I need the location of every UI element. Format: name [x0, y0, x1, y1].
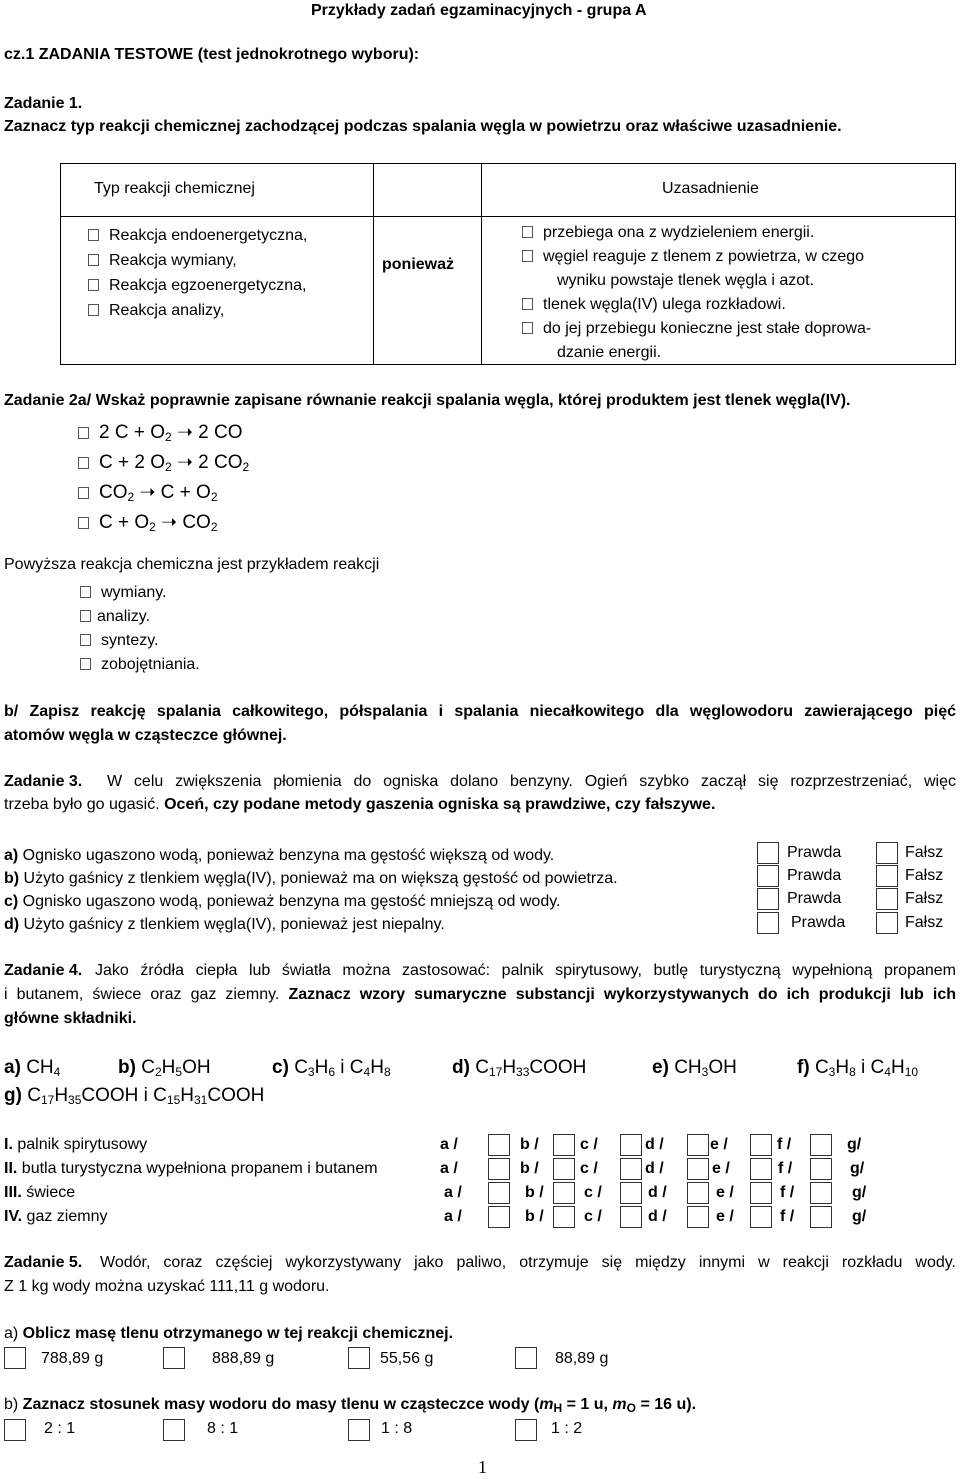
choice-label: e /	[716, 1184, 734, 1201]
reason-option[interactable]: przebiega ona z wydzieleniem energii.	[522, 221, 871, 245]
task4-label: Zadanie 4.	[4, 962, 83, 979]
arrow-icon: ➝	[161, 512, 178, 533]
ratio-option: 2 : 1	[44, 1420, 76, 1437]
checkbox-icon[interactable]	[522, 226, 533, 238]
task5a-prompt: a) Oblicz masę tlenu otrzymanego w tej reakcji chemicznej.	[4, 1325, 454, 1342]
statement-item: b) Użyto gaśnicy z tlenkiem węgla(IV), ponieważ ma on większą gęstość od powietrza.	[4, 870, 618, 887]
reaction-kind-option[interactable]: syntezy.	[80, 629, 200, 653]
ratio-option: 1 : 2	[551, 1420, 583, 1437]
false-checkbox[interactable]	[876, 842, 898, 864]
checkbox-icon[interactable]	[88, 304, 99, 316]
reaction-type-list	[88, 223, 307, 323]
checkbox-icon[interactable]	[522, 322, 533, 334]
part-heading: cz.1 ZADANIA TESTOWE (test jednokrotnego wyboru):	[4, 46, 420, 63]
ratio-option: 8 : 1	[207, 1420, 239, 1437]
answer-checkbox[interactable]	[515, 1419, 537, 1441]
true-checkbox[interactable]	[757, 888, 779, 910]
choice-checkbox[interactable]	[553, 1182, 575, 1204]
task4-line1: Jako źródła ciepła lub światła można zastosować: palnik spirytusowy, butlę turystyczną wypełnioną propanem	[95, 962, 956, 979]
choice-checkbox[interactable]	[750, 1182, 772, 1204]
reaction-kind-option[interactable]: analizy.	[80, 605, 200, 629]
choice-checkbox[interactable]	[620, 1206, 642, 1228]
choice-label: g/	[847, 1136, 862, 1153]
statement-item: a) Ognisko ugaszono wodą, ponieważ benzyna ma gęstość większą od wody.	[4, 847, 555, 864]
choice-label: b /	[520, 1160, 539, 1177]
arrow-icon: ➝	[176, 452, 193, 473]
reaction-kind-option[interactable]: zobojętniania.	[80, 653, 200, 677]
answer-checkbox[interactable]	[4, 1419, 26, 1441]
checkbox-icon[interactable]	[78, 457, 89, 469]
choice-label: e /	[710, 1136, 728, 1153]
checkbox-icon[interactable]	[78, 487, 89, 499]
task2a-prompt: Zadanie 2a/ Wskaż poprawnie zapisane równanie reakcji spalania węgla, której produktem jest tlenek węgla(IV).	[4, 392, 851, 409]
choice-checkbox[interactable]	[553, 1158, 575, 1180]
answer-checkbox[interactable]	[4, 1347, 26, 1369]
choice-label: a /	[440, 1136, 458, 1153]
choice-label: f /	[780, 1184, 795, 1201]
reason-list	[522, 221, 871, 365]
mass-option: 888,89 g	[212, 1350, 275, 1367]
choice-checkbox[interactable]	[810, 1158, 832, 1180]
choice-label: d /	[648, 1208, 667, 1225]
formula-e: e) $CH_3OH$	[652, 1057, 737, 1079]
task3-line1: W celu zwiększenia płomienia do ogniska dolano benzyny. Ogień szybko zaczął się rozprzestrzeniać, więc	[107, 773, 956, 790]
choice-label: b /	[525, 1184, 544, 1201]
task3-items	[4, 844, 618, 936]
choice-label: c /	[584, 1184, 602, 1201]
choice-label: d /	[645, 1136, 664, 1153]
checkbox-icon[interactable]	[80, 634, 91, 646]
false-checkbox[interactable]	[876, 865, 898, 887]
equation-list	[78, 418, 249, 538]
false-label: Fałsz	[905, 890, 944, 907]
ratio-option: 1 : 8	[381, 1420, 413, 1437]
reaction-kind-list	[80, 581, 200, 677]
false-label: Fałsz	[905, 867, 944, 884]
arrow-icon: ➝	[139, 482, 156, 503]
choice-label: b /	[520, 1136, 539, 1153]
reason-option[interactable]: węgiel reaguje z tlenem z powietrza, w czego	[522, 245, 871, 269]
checkbox-icon[interactable]	[80, 658, 91, 670]
formula-c: c) $C_3H_6$ i $C_4H_8$	[272, 1057, 391, 1079]
choice-label: a /	[444, 1184, 462, 1201]
formula-d: d) $C_{17}H_{33}COOH$	[452, 1057, 587, 1079]
choice-label: c /	[584, 1208, 602, 1225]
answer-checkbox[interactable]	[348, 1347, 370, 1369]
source-row-label: I. palnik spirytusowy	[4, 1136, 148, 1153]
choice-label: c /	[580, 1160, 598, 1177]
task5b-prompt: b) Zaznacz stosunek masy wodoru do masy tlenu w cząsteczce wody ($m_H = 1$ u, $m_O = 16$ u).	[4, 1396, 697, 1415]
choice-checkbox[interactable]	[687, 1134, 709, 1156]
choice-label: a /	[444, 1208, 462, 1225]
task4-line3: główne składniki.	[4, 1010, 137, 1027]
reason-continuation: dzanie energii.	[557, 344, 662, 361]
choice-label: g/	[852, 1184, 867, 1201]
source-row-label: III. świece	[4, 1184, 76, 1201]
task5-line2: Z 1 kg wody można uzyskać 111,11 g wodoru.	[4, 1278, 330, 1295]
choice-checkbox[interactable]	[553, 1134, 575, 1156]
task5-label: Zadanie 5.	[4, 1254, 83, 1271]
choice-checkbox[interactable]	[488, 1206, 510, 1228]
reaction-kind-option[interactable]: wymiany.	[80, 581, 200, 605]
choice-label: g/	[852, 1208, 867, 1225]
checkbox-icon[interactable]	[80, 586, 91, 598]
answer-checkbox[interactable]	[348, 1419, 370, 1441]
checkbox-icon[interactable]	[78, 517, 89, 529]
choice-checkbox[interactable]	[488, 1182, 510, 1204]
reason-option[interactable]: tlenek węgla(IV) ulega rozkładowi.	[522, 293, 871, 317]
true-label: Prawda	[787, 844, 842, 861]
task5-line1: Wodór, coraz częściej wykorzystywany jako paliwo, otrzymuje się między innymi w reakcji rozkładu wody.	[100, 1254, 956, 1271]
false-checkbox[interactable]	[876, 888, 898, 910]
checkbox-icon[interactable]	[88, 254, 99, 266]
true-checkbox[interactable]	[757, 842, 779, 864]
choice-checkbox[interactable]	[750, 1134, 772, 1156]
source-row-label: IV. gaz ziemny	[4, 1208, 108, 1225]
choice-checkbox[interactable]	[620, 1158, 642, 1180]
checkbox-icon[interactable]	[88, 229, 99, 241]
reaction-type-option[interactable]: Reakcja wymiany,	[88, 248, 307, 273]
task4-line2: i butanem, świece oraz gaz ziemny. Zaznacz wzory sumaryczne substancji wykorzystywanych do ich produkcji lub ich	[4, 986, 957, 1003]
equation-option[interactable]: C + 2 $O_2$ ➝ 2 $CO_2$	[78, 448, 249, 478]
choice-checkbox[interactable]	[810, 1182, 832, 1204]
answer-checkbox[interactable]	[163, 1419, 185, 1441]
choice-checkbox[interactable]	[687, 1206, 709, 1228]
reason-continuation: wyniku powstaje tlenek węgla i azot.	[557, 272, 815, 289]
checkbox-icon[interactable]	[522, 250, 533, 262]
choice-checkbox[interactable]	[620, 1134, 642, 1156]
checkbox-icon[interactable]	[78, 427, 89, 439]
mass-option: 788,89 g	[41, 1350, 104, 1367]
false-label: Fałsz	[905, 914, 944, 931]
choice-checkbox[interactable]	[687, 1182, 709, 1204]
false-label: Fałsz	[905, 844, 944, 861]
page-number: 1	[478, 1457, 487, 1477]
mass-option: 55,56 g	[380, 1350, 434, 1367]
reaction-type-option[interactable]: Reakcja endoenergetyczna,	[88, 223, 307, 248]
true-checkbox[interactable]	[757, 912, 779, 934]
equation-option[interactable]: $C + O_2$ ➝ $CO_2$	[78, 508, 249, 538]
false-checkbox[interactable]	[876, 912, 898, 934]
choice-checkbox[interactable]	[810, 1134, 832, 1156]
mass-option: 88,89 g	[555, 1350, 609, 1367]
choice-checkbox[interactable]	[750, 1158, 772, 1180]
task1-prompt: Zaznacz typ reakcji chemicznej zachodzącej podczas spalania węgla w powietrzu oraz właściwe uzasadnienie.	[4, 118, 842, 135]
choice-label: f /	[777, 1136, 792, 1153]
source-row-label: II. butla turystyczna wypełniona propanem i butanem	[4, 1160, 378, 1177]
choice-label: g/	[850, 1160, 865, 1177]
choice-checkbox[interactable]	[810, 1206, 832, 1228]
reaction-type-option[interactable]: Reakcja egzoenergetyczna,	[88, 273, 307, 298]
statement-item: c) Ognisko ugaszono wodą, ponieważ benzyna ma gęstość mniejszą od wody.	[4, 893, 561, 910]
choice-label: a /	[440, 1160, 458, 1177]
answer-checkbox[interactable]	[515, 1347, 537, 1369]
choice-label: b /	[525, 1208, 544, 1225]
formula-b: b) $C_2H_5OH$	[118, 1057, 211, 1079]
choice-label: d /	[648, 1184, 667, 1201]
choice-checkbox[interactable]	[620, 1182, 642, 1204]
connector-word: ponieważ	[382, 256, 455, 273]
task2a-subprompt: Powyższa reakcja chemiczna jest przykładem reakcji	[4, 556, 380, 573]
task3-line2: trzeba było go ugasić. Oceń, czy podane metody gaszenia ogniska są prawdziwe, czy fałszywe.	[4, 796, 716, 813]
choice-label: d /	[645, 1160, 664, 1177]
equation-option[interactable]: 2 $C + O_2$ ➝ 2 CO	[78, 418, 249, 448]
reaction-type-option[interactable]: Reakcja analizy,	[88, 298, 307, 323]
task1-label: Zadanie 1.	[4, 95, 83, 112]
arrow-icon: ➝	[176, 422, 193, 443]
table-header-reason: Uzasadnienie	[662, 180, 759, 197]
equation-option[interactable]: $CO_2$ ➝ $C + O_2$	[78, 478, 249, 508]
task2b-line2: atomów węgla w cząsteczce głównej.	[4, 727, 287, 744]
choice-checkbox[interactable]	[488, 1158, 510, 1180]
true-label: Prawda	[787, 867, 842, 884]
choice-label: f /	[778, 1160, 793, 1177]
choice-label: f /	[780, 1208, 795, 1225]
formula-f: f) $C_3H_8$ i $C_4H_{10}$	[797, 1057, 919, 1079]
choice-checkbox[interactable]	[488, 1134, 510, 1156]
checkbox-icon[interactable]	[80, 610, 91, 622]
choice-checkbox[interactable]	[687, 1158, 709, 1180]
true-label: Prawda	[791, 914, 846, 931]
checkbox-icon[interactable]	[522, 298, 533, 310]
answer-checkbox[interactable]	[163, 1347, 185, 1369]
page-header: Przykłady zadań egzaminacyjnych - grupa A	[311, 2, 647, 19]
formula-a: a) $CH_4$	[4, 1057, 61, 1079]
choice-checkbox[interactable]	[553, 1206, 575, 1228]
statement-item: d) Użyto gaśnicy z tlenkiem węgla(IV), ponieważ jest niepalny.	[4, 916, 445, 933]
task3-label: Zadanie 3.	[4, 773, 83, 790]
reason-option[interactable]: do jej przebiegu konieczne jest stałe doprowa-	[522, 317, 871, 341]
formula-g: g) $C_{17}H_{35}COOH$ i $C_{15}H_{31}COOH$	[4, 1085, 265, 1107]
table-header-type: Typ reakcji chemicznej	[94, 180, 255, 197]
true-checkbox[interactable]	[757, 865, 779, 887]
choice-label: c /	[580, 1136, 598, 1153]
choice-checkbox[interactable]	[750, 1206, 772, 1228]
checkbox-icon[interactable]	[88, 279, 99, 291]
true-label: Prawda	[787, 890, 842, 907]
task2b-line1: b/ Zapisz reakcję spalania całkowitego, półspalania i spalania niecałkowitego dla węglowodoru zawierającego pięć	[4, 703, 956, 720]
choice-label: e /	[716, 1208, 734, 1225]
choice-label: e /	[712, 1160, 730, 1177]
